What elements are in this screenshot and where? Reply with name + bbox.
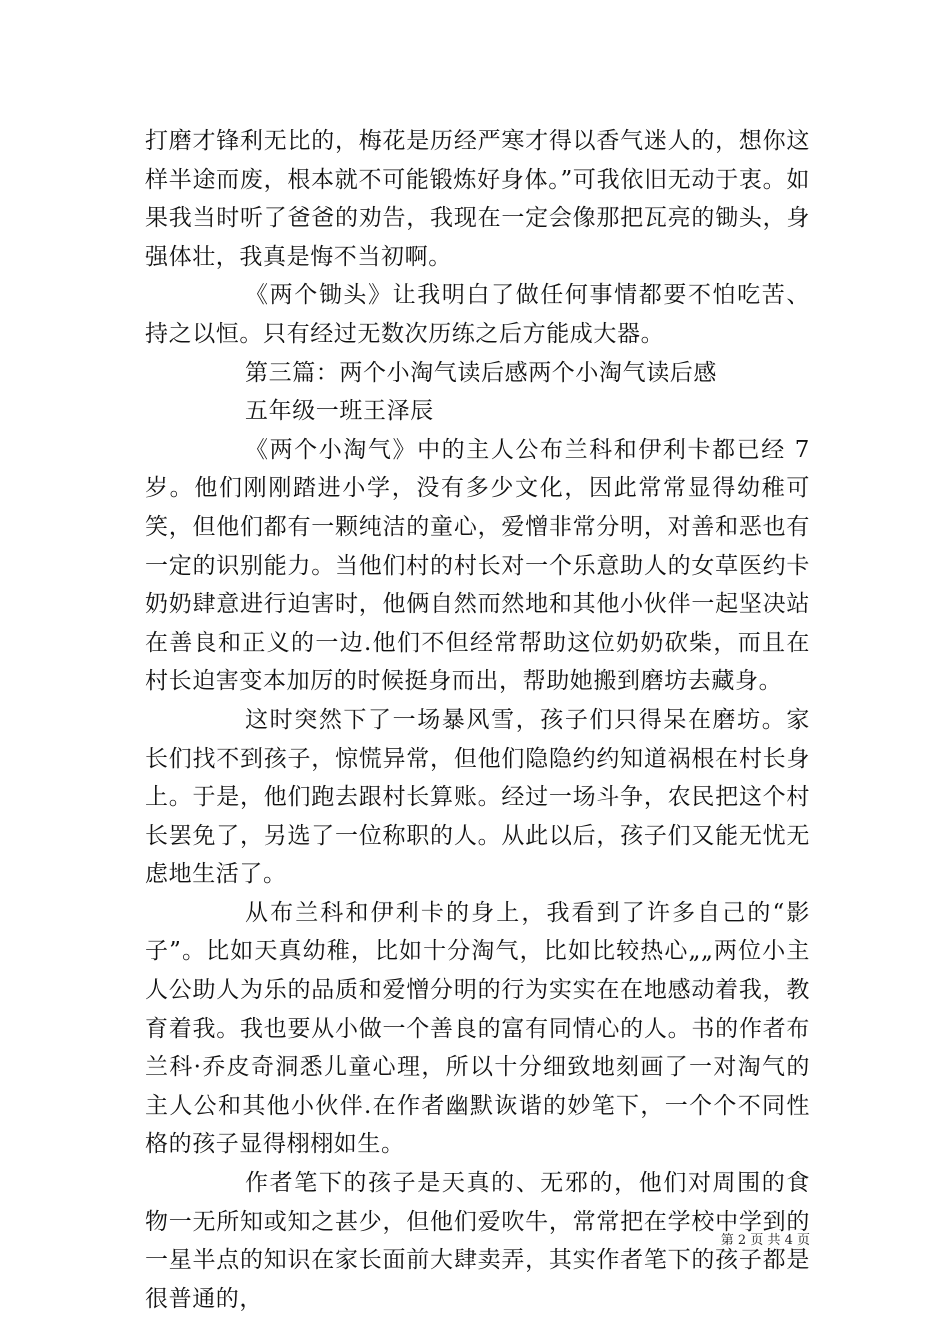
document-body xyxy=(145,122,810,1318)
section-heading: 第三篇：两个小淘气读后感两个小淘气读后感 xyxy=(245,359,717,386)
paragraph: 《两个小淘气》中的主人公布兰科和伊利卡都已经 7 岁。他们刚刚踏进小学，没有多少文化，因此常常显得幼稚可笑，但他们都有一颗纯洁的童心，爱憎非常分明，对善和恶也有一定的识别能力。当他们村的村长对一个乐意助人的女草医约卡奶奶肆意进行迫害时，他俩自然而然地和其他小伙伴一起坚决站在善良和正义的一边.他们不但经常帮助这位奶奶砍柴，而且在村长迫害变本加厉的时候挺身而出，帮助她搬到磨坊去藏身。 xyxy=(145,436,810,695)
author-line: 五年级一班王泽辰 xyxy=(245,398,434,425)
paragraph: 《两个锄头》让我明白了做任何事情都要不怕吃苦、持之以恒。只有经过无数次历练之后方能成大器。 xyxy=(145,282,810,347)
paragraph-continued: 打磨才锋利无比的，梅花是历经严寒才得以香气迷人的，想你这样半途而废，根本就不可能锻炼好身体。”可我依旧无动于衷。如果我当时听了爸爸的劝告，我现在一定会像那把瓦亮的锄头，身强体壮，我真是悔不当初啊。 xyxy=(145,128,810,270)
paragraph: 从布兰科和伊利卡的身上，我看到了许多自己的“影子”。比如天真幼稚，比如十分淘气，比如比较热心„„两位小主人公助人为乐的品质和爱憎分明的行为实实在在地感动着我，教育着我。我也要从小做一个善良的富有同情心的人。书的作者布兰科·乔皮奇洞悉儿童心理，所以十分细致地刻画了一对淘气的主人公和其他小伙伴.在作者幽默诙谐的妙笔下，一个个不同性格的孩子显得栩栩如生。 xyxy=(145,899,810,1158)
paragraph: 作者笔下的孩子是天真的、无邪的，他们对周围的食物一无所知或知之甚少，但他们爱吹牛，常常把在学校中学到的一星半点的知识在家长面前大肆卖弄，其实作者笔下的孩子都是很普通的， xyxy=(145,1170,810,1312)
page-number-footer: 第 2 页 共 4 页 xyxy=(720,1233,810,1248)
paragraph: 这时突然下了一场暴风雪，孩子们只得呆在磨坊。家长们找不到孩子，惊慌异常，但他们隐隐约约知道祸根在村长身上。于是，他们跑去跟村长算账。经过一场斗争，农民把这个村长罢免了，另选了一位称职的人。从此以后，孩子们又能无忧无虑地生活了。 xyxy=(145,706,810,888)
